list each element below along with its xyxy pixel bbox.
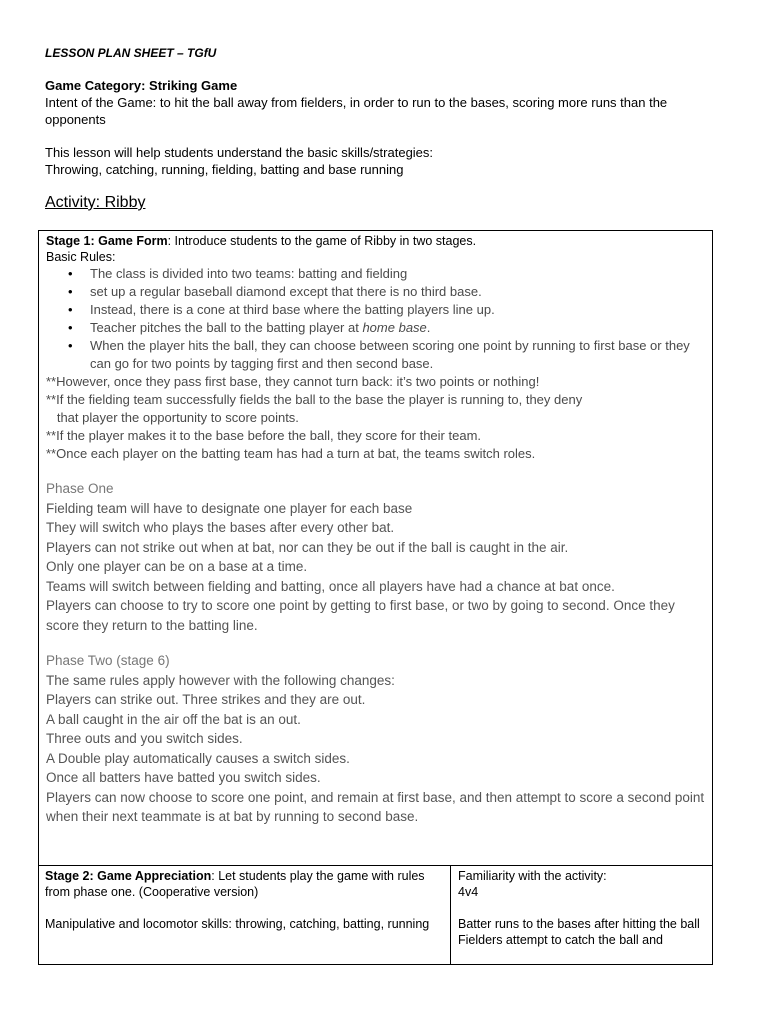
phase-line: Players can now choose to score one point, and remain at first base, and then attempt to score a second point when their next teammate is at bat by running to second base. bbox=[46, 789, 705, 824]
note-line: **If the fielding team successfully fields the ball to the base the player is running to, they deny bbox=[46, 392, 583, 407]
familiarity-label: Familiarity with the activity: bbox=[458, 869, 607, 883]
phase-line: A Double play automatically causes a switch sides. bbox=[46, 750, 350, 766]
bullet-icon: • bbox=[68, 266, 73, 281]
note-line: **Once each player on the batting team has had a turn at bat, the teams switch roles. bbox=[46, 446, 536, 461]
phase-line: Three outs and you switch sides. bbox=[46, 731, 243, 746]
list-item bbox=[68, 301, 706, 319]
phase-line: A ball caught in the air off the bat is an out. bbox=[46, 711, 301, 727]
phase-line: Teams will switch between fielding and batting, once all players have had a chance at bat once. bbox=[46, 578, 615, 594]
phase-one-section bbox=[46, 479, 706, 635]
list-item bbox=[68, 283, 706, 301]
activity-heading: Activity: Ribby bbox=[45, 194, 146, 211]
batter-note: Batter runs to the bases after hitting the ball bbox=[458, 917, 700, 931]
phase-line: Only one player can be on a base at a time. bbox=[46, 559, 308, 574]
rule-text: The class is divided into two teams: batting and fielding bbox=[90, 266, 408, 281]
phase-line: Once all batters have batted you switch sides. bbox=[46, 770, 321, 785]
stage2-heading bbox=[45, 868, 444, 900]
basic-rules-label: Basic Rules: bbox=[46, 250, 116, 264]
rule-notes bbox=[46, 373, 706, 463]
fielders-note: Fielders attempt to catch the ball and bbox=[458, 933, 663, 947]
stage2-skills: Manipulative and locomotor skills: throwing, catching, batting, running bbox=[45, 917, 430, 931]
bullet-icon: • bbox=[68, 338, 73, 353]
document-title: LESSON PLAN SHEET – TGfU bbox=[45, 46, 217, 60]
game-category: Game Category: Striking Game bbox=[45, 78, 238, 93]
rule-text: set up a regular baseball diamond except that there is no third base. bbox=[90, 284, 482, 299]
note-line: **If the player makes it to the base before the ball, they score for their team. bbox=[46, 428, 482, 443]
phase-one-title: Phase One bbox=[46, 481, 114, 496]
stage1-label: Stage 1: Game Form bbox=[46, 234, 168, 248]
phase-line: Players can choose to try to score one point by getting to first base, or two by going to second. Once they score they return to the batting line. bbox=[46, 598, 675, 633]
note-line: that player the opportunity to score points. bbox=[46, 410, 299, 425]
rule-emphasis: home base bbox=[362, 320, 427, 335]
game-intent: Intent of the Game: to hit the ball away from fielders, in order to run to the bases, scoring more runs than the opponents bbox=[45, 95, 668, 127]
list-item bbox=[68, 319, 706, 337]
stage2-label: Stage 2: Game Appreciation bbox=[45, 869, 212, 883]
rule-text: Teacher pitches the ball to the batting player at bbox=[90, 320, 363, 335]
bullet-icon: • bbox=[68, 284, 73, 299]
basic-rules-list bbox=[46, 265, 706, 373]
skills-intro-line: This lesson will help students understand the basic skills/strategies: bbox=[45, 145, 434, 160]
list-item bbox=[68, 337, 706, 373]
phase-line: Players can not strike out when at bat, nor can they be out if the ball is caught in the air. bbox=[46, 539, 569, 555]
phase-line: The same rules apply however with the following changes: bbox=[46, 672, 395, 688]
rule-text: Instead, there is a cone at third base where the batting players line up. bbox=[90, 302, 495, 317]
stage2-description-cell bbox=[39, 866, 451, 964]
stage1-intro: : Introduce students to the game of Ribby in two stages. bbox=[167, 234, 477, 248]
stage2-table-row bbox=[38, 865, 713, 965]
stage2-notes-cell bbox=[451, 866, 712, 964]
bullet-icon: • bbox=[68, 302, 73, 317]
phase-line: Players can strike out. Three strikes and they are out. bbox=[46, 692, 366, 707]
phase-line: They will switch who plays the bases after every other bat. bbox=[46, 520, 395, 535]
phase-line: Fielding team will have to designate one player for each base bbox=[46, 500, 413, 516]
stage2-intro: : Let students play the game with rules from phase one. (Cooperative version) bbox=[45, 869, 425, 899]
skills-list-line: Throwing, catching, running, fielding, batting and base running bbox=[45, 162, 404, 177]
stage1-table-cell bbox=[38, 230, 713, 866]
phase-two-title: Phase Two (stage 6) bbox=[46, 653, 170, 668]
bullet-icon: • bbox=[68, 320, 73, 335]
skills-intro bbox=[45, 144, 725, 178]
stage1-content bbox=[46, 233, 706, 827]
phase-two-section bbox=[46, 651, 706, 827]
stage1-heading bbox=[46, 233, 706, 249]
game-format: 4v4 bbox=[458, 885, 479, 899]
rule-end: . bbox=[426, 320, 431, 335]
list-item bbox=[68, 265, 706, 283]
note-line: **However, once they pass first base, they cannot turn back: it’s two points or nothing! bbox=[46, 374, 540, 389]
rule-text: When the player hits the ball, they can choose between scoring one point by running to first base or they can go for two points by tagging first and then second base. bbox=[90, 338, 690, 371]
